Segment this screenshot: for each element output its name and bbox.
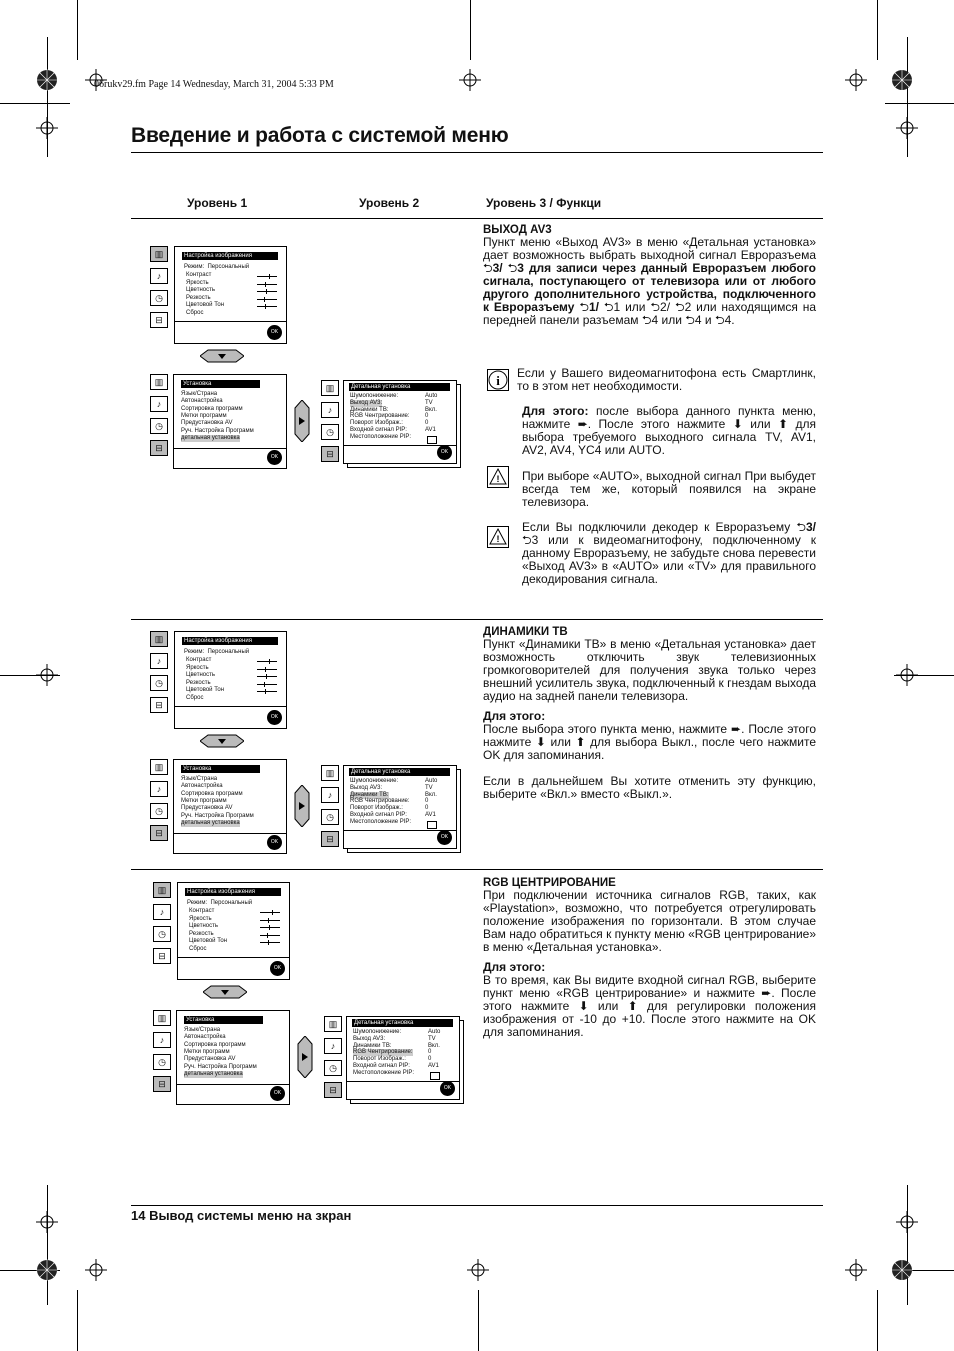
page-footer: 14 Вывод системы меню на зкран [131, 1208, 352, 1223]
menu-item[interactable]: Яркость [189, 915, 212, 922]
picture-menu-panel [177, 882, 290, 980]
menu-item[interactable]: Поворот Изображ.: [350, 805, 403, 812]
menu-title: Установка [184, 1016, 263, 1024]
picture-menu-panel [174, 246, 287, 344]
sound-icon[interactable]: ♪ [321, 787, 339, 803]
menu-slider [257, 684, 277, 685]
menu-item[interactable]: Цветность [186, 672, 215, 679]
menu-value: 0 [425, 413, 429, 420]
menu-value: Вкл. [425, 791, 437, 798]
setup-icon[interactable]: ⊟ [321, 831, 339, 847]
title-rule [131, 152, 823, 153]
timer-icon[interactable]: ◷ [150, 675, 168, 691]
setup-icon[interactable]: ⊟ [150, 440, 168, 456]
sound-icon[interactable]: ♪ [153, 904, 171, 920]
menu-slider [260, 920, 280, 921]
input-icon: ⮌ [685, 313, 695, 327]
svg-text:!: ! [496, 474, 500, 484]
scart-icon: ⮌ [483, 261, 493, 275]
menu-item[interactable]: Руч. Настройка Программ [181, 427, 254, 434]
scart-icon: ⮌ [579, 300, 589, 314]
scart-icon: ⮌ [522, 533, 532, 547]
menu-item[interactable]: RGB Чентрирование: [350, 413, 410, 420]
timer-icon[interactable]: ◷ [153, 1054, 171, 1070]
menu-item[interactable]: Метки программ [181, 412, 227, 419]
picture-icon[interactable]: ▥ [153, 1010, 171, 1026]
sound-icon[interactable]: ♪ [150, 268, 168, 284]
menu-title: Детальная установка [349, 383, 450, 391]
detail-menu-panel [343, 765, 457, 849]
menu-item[interactable]: Резкость [189, 930, 214, 937]
sound-icon[interactable]: ♪ [150, 781, 168, 797]
menu-value: Auto [425, 778, 438, 784]
file-header: 06rukv29.fm Page 14 Wednesday, March 31, 2004 5:33 PM [94, 79, 334, 90]
menu-item[interactable]: RGB Чентрирование: [353, 1049, 413, 1056]
menu-item[interactable]: Предустановка AV [181, 420, 233, 427]
menu-slider [257, 284, 277, 285]
menu-item[interactable]: Контраст [189, 908, 215, 914]
menu-item[interactable]: Сброс [189, 946, 207, 952]
menu-icon-column [321, 380, 338, 468]
down-arrow-icon [200, 349, 244, 363]
right-arrow-icon [297, 1036, 313, 1078]
menu-title: Установка [181, 765, 260, 773]
menu-item[interactable]: детальная установка [181, 434, 240, 441]
menu-slider [257, 676, 277, 677]
menu-item[interactable]: Сортировка программ [181, 790, 243, 797]
menu-item[interactable]: Цветовой Тон [186, 302, 225, 309]
detail-menu-panel [346, 1016, 460, 1100]
menu-item[interactable]: Язык/Страна [184, 1027, 221, 1033]
howto-label: Для этого: [483, 960, 546, 974]
menu-slider [257, 299, 277, 300]
down-arrow-icon [200, 734, 244, 748]
menu-icon-column [150, 374, 167, 462]
menu-value: 0 [425, 420, 429, 427]
menu-item[interactable]: Местоположение PIP: [353, 1069, 415, 1076]
menu-item[interactable]: Контраст [186, 272, 212, 278]
warning-icon [487, 466, 509, 488]
menu-item[interactable]: Шумопонижение: [353, 1029, 402, 1035]
section-paragraph: Пункт «Динамики ТВ» в меню «Детальная установка» дает возможность отключить звук телевизионных громкоговорителей для получения звука только через внешний усилитель звука, подключенный к гнездам выхода аудио на задней панели телевизора. [483, 637, 816, 703]
menu-value: Вкл. [428, 1042, 440, 1049]
menu-mode: Режим: Персональный [184, 264, 250, 270]
menu-slider [260, 942, 280, 943]
ok-button-icon: OK [440, 1081, 455, 1096]
menu-mode: Режим: Персональный [187, 900, 253, 906]
warning-icon [487, 526, 509, 548]
menu-item[interactable]: Сброс [186, 695, 204, 701]
menu-item[interactable]: Сортировка программ [181, 405, 243, 412]
section-rgb [483, 877, 816, 1039]
menu-icon-column [150, 631, 167, 719]
menu-value: 0 [428, 1056, 432, 1063]
menu-item[interactable]: RGB Чентрирование: [350, 798, 410, 805]
menu-item[interactable]: Автонастройка [181, 783, 223, 790]
menu-item[interactable]: Сброс [186, 310, 204, 316]
menu-item[interactable]: Руч. Настройка Программ [181, 812, 254, 819]
menu-slider [260, 927, 280, 928]
ok-button-icon: OK [437, 445, 452, 460]
sound-icon[interactable]: ♪ [150, 396, 168, 412]
menu-value: TV [428, 1035, 436, 1042]
menu-title: Детальная установка [352, 1019, 453, 1027]
ok-button-icon: OK [437, 830, 452, 845]
column-rule [131, 218, 823, 219]
menu-slider [260, 912, 280, 913]
section-title: RGB ЦЕНТРИРОВАНИЕ [483, 877, 616, 889]
menu-item[interactable]: Динамики ТВ: [350, 791, 389, 798]
howto-label: Для этого: [483, 709, 546, 723]
menu-item[interactable]: Цветовой Тон [189, 938, 228, 945]
menu-value: Auto [425, 393, 438, 399]
menu-item[interactable]: Цветность [189, 923, 218, 930]
ok-button-icon: OK [267, 325, 282, 340]
column-level3: Уровень 3 / Функци [486, 196, 602, 210]
setup-icon[interactable]: ⊟ [324, 1082, 342, 1098]
menu-value: AV1 [425, 812, 436, 818]
menu-item[interactable]: Руч. Настройка Программ [184, 1063, 257, 1070]
section-title: ВЫХОД AV3 [483, 224, 552, 236]
section-speakers [483, 626, 816, 801]
menu-value: Auto [428, 1029, 441, 1035]
sound-icon[interactable]: ♪ [324, 1038, 342, 1054]
ok-button-icon: OK [270, 961, 285, 976]
picture-icon[interactable]: ▥ [150, 246, 168, 262]
menu-item[interactable]: Выход AV3: [350, 399, 383, 406]
footer-rule [131, 1205, 823, 1206]
timer-icon[interactable]: ◷ [321, 809, 339, 825]
sound-icon[interactable]: ♪ [321, 402, 339, 418]
menu-item[interactable]: Шумопонижение: [350, 393, 399, 399]
menu-icon-column [150, 246, 167, 334]
menu-title: Установка [181, 380, 260, 388]
menu-item[interactable]: Яркость [186, 664, 209, 671]
menu-item[interactable]: Входной сигнал PIP: [353, 1063, 410, 1069]
timer-icon[interactable]: ◷ [150, 418, 168, 434]
menu-icon-column [150, 759, 167, 847]
menu-icon-column [321, 765, 338, 853]
menu-item[interactable]: Яркость [186, 279, 209, 286]
info-note: Если у Вашего видеомагнитофона есть Смартлинк, то в этом нет необходимости. [517, 366, 816, 393]
picture-icon[interactable]: ▥ [321, 765, 339, 781]
menu-item[interactable]: детальная установка [184, 1070, 243, 1077]
menu-title: Детальная установка [349, 768, 450, 776]
menu-slider [257, 691, 277, 692]
menu-item[interactable]: Выход AV3: [350, 784, 383, 791]
menu-item[interactable]: Предустановка AV [181, 805, 233, 812]
ok-button-icon: OK [267, 450, 282, 465]
menu-item[interactable]: Местоположение PIP: [350, 433, 412, 440]
input-icon: ⮌ [641, 313, 652, 327]
menu-item[interactable]: Сортировка программ [184, 1041, 246, 1048]
scart-icon: ⮌ [674, 300, 685, 314]
column-level2: Уровень 2 [359, 196, 420, 210]
menu-icon-column [153, 882, 170, 970]
warning-note-2: Если Вы подключили декодер к Евроразъему ⮌3/ ⮌3 или к видеомагнитофону, подключенному к данному Евроразъему, не забудьте снова перевести «Выход AV3» в «AUTO» или «TV» для правильного декодирования сигнала. [522, 520, 816, 586]
menu-value: 0 [425, 798, 429, 805]
picture-icon[interactable]: ▥ [153, 882, 171, 898]
menu-item[interactable]: Метки программ [184, 1048, 230, 1055]
timer-icon[interactable]: ◷ [150, 803, 168, 819]
timer-icon[interactable]: ◷ [321, 424, 339, 440]
menu-item[interactable]: Контраст [186, 657, 212, 663]
setup-icon[interactable]: ⊟ [153, 1076, 171, 1092]
setup-menu-panel [176, 1010, 290, 1105]
picture-icon[interactable]: ▥ [150, 759, 168, 775]
menu-value: TV [425, 399, 433, 406]
menu-value: Вкл. [425, 406, 437, 413]
menu-item[interactable]: Выход AV3: [353, 1035, 386, 1042]
timer-icon[interactable]: ◷ [150, 290, 168, 306]
setup-icon[interactable]: ⊟ [321, 446, 339, 462]
svg-text:!: ! [496, 534, 500, 544]
down-arrow-icon [203, 985, 247, 999]
detail-menu-panel [343, 380, 457, 464]
howto-text: В то время, как Вы видите входной сигнал RGB, выберите пункт меню «RGB центрирование» и нажмите ➨. После этого нажмите ⬇ или ⬆ для регулировки положения изображения от -10 до +10. После этого нажмите на OK для запоминания. [483, 973, 816, 1039]
menu-value: 0 [428, 1049, 432, 1056]
sound-icon[interactable]: ♪ [153, 1032, 171, 1048]
right-arrow-icon [294, 785, 310, 827]
svg-text:i: i [496, 373, 500, 388]
menu-item[interactable]: Цветовой Тон [186, 687, 225, 694]
menu-title: Настройка изображения [185, 888, 281, 896]
picture-menu-panel [174, 631, 287, 729]
section-paragraph: Пункт меню «Выход AV3» в меню «Детальная установка» дает возможность выбрать выходной сигнал Евроразъема ⮌3/ ⮌3 для записи через данный Евроразъем любого сигнала, поступающего от телевизора или от любого другого дополнительного устройства, подключенного к Евроразъему ⮌1/ ⮌1 или ⮌2/ ⮌2 или находящимся на передней панели разъемам ⮌4 или ⮌4 и ⮌4. [483, 235, 817, 327]
setup-menu-panel [173, 759, 287, 854]
sound-icon[interactable]: ♪ [150, 653, 168, 669]
menu-value: AV1 [428, 1063, 439, 1069]
section-rule-1 [131, 619, 823, 620]
menu-title: Настройка изображения [182, 252, 278, 260]
section-paragraph: При подключении источника сигналов RGB, таких, как «Playstation», возможно, что потребуется отрегулировать положение изображения по горизонтали. В этом случае Вам надо обратиться к пункту меню «RGB центрирование» в меню «Детальная установка». [483, 888, 816, 954]
section-paragraph-2: Если в дальнейшем Вы хотите отменить эту функцию, выберите «Вкл.» вместо «Выкл.». [483, 774, 816, 801]
input-icon: ⮌ [714, 313, 725, 327]
menu-value: TV [425, 784, 433, 791]
ok-button-icon: OK [267, 710, 282, 725]
section-av3 [483, 224, 816, 327]
menu-item[interactable]: Динамики ТВ: [353, 1042, 392, 1049]
menu-item[interactable]: Резкость [186, 294, 211, 301]
menu-item[interactable]: Шумопонижение: [350, 778, 399, 784]
warning-note-1: При выборе «AUTO», выходной сигнал При выбудет всегда тем же, который появился на экране телевизора. [522, 469, 816, 509]
section-rule-2 [131, 869, 823, 870]
setup-icon[interactable]: ⊟ [153, 948, 171, 964]
menu-slider [257, 669, 277, 670]
menu-item[interactable]: Поворот Изображ.: [350, 420, 403, 427]
ok-button-icon: OK [267, 835, 282, 850]
page-title: Введение и работа с системой меню [131, 124, 509, 147]
menu-value: 0 [425, 805, 429, 812]
menu-item[interactable]: Динамики ТВ: [350, 406, 389, 413]
menu-item[interactable]: Автонастройка [181, 398, 223, 405]
menu-mode: Режим: Персональный [184, 649, 250, 655]
menu-slider [257, 276, 277, 277]
picture-icon[interactable]: ▥ [150, 374, 168, 390]
menu-item[interactable]: Входной сигнал PIP: [350, 812, 407, 818]
menu-slider [257, 661, 277, 662]
menu-icon-column [324, 1016, 341, 1104]
scart-icon: ⮌ [650, 300, 661, 314]
menu-title: Настройка изображения [182, 637, 278, 645]
pip-position-icon [427, 436, 437, 444]
menu-item[interactable]: Предустановка AV [184, 1056, 236, 1063]
menu-item[interactable]: Резкость [186, 679, 211, 686]
setup-icon[interactable]: ⊟ [150, 825, 168, 841]
section-title: ДИНАМИКИ ТВ [483, 626, 568, 638]
scart-icon: ⮌ [507, 261, 518, 275]
pip-position-icon [430, 1072, 440, 1080]
menu-icon-column [153, 1010, 170, 1098]
timer-icon[interactable]: ◷ [153, 926, 171, 942]
menu-slider [260, 935, 280, 936]
menu-item[interactable]: Входной сигнал PIP: [350, 427, 407, 433]
picture-icon[interactable]: ▥ [324, 1016, 342, 1032]
setup-icon[interactable]: ⊟ [150, 312, 168, 328]
menu-item[interactable]: Поворот Изображ.: [353, 1056, 406, 1063]
scart-icon: ⮌ [796, 520, 806, 534]
menu-item[interactable]: Язык/Страна [181, 391, 218, 397]
howto-text: После выбора этого пункта меню, нажмите ➨. После этого нажмите ⬇ или ⬆ для выбора Выкл., после чего нажмите OK для запоминания. [483, 722, 816, 762]
setup-menu-panel [173, 374, 287, 469]
howto-av3: Для этого: после выбора данного пункта меню, нажмите ➨. После этого нажмите ⬇ или ⬆ для выбора требуемого выходного сигнала TV, AV1, AV2, AV4, YC4 или AUTO. [522, 404, 816, 457]
menu-item[interactable]: Автонастройка [184, 1034, 226, 1041]
picture-icon[interactable]: ▥ [321, 380, 339, 396]
menu-item[interactable]: детальная установка [181, 819, 240, 826]
menu-slider [257, 306, 277, 307]
pip-position-icon [427, 821, 437, 829]
menu-item[interactable]: Местоположение PIP: [350, 818, 412, 825]
menu-item[interactable]: Метки программ [181, 797, 227, 804]
picture-icon[interactable]: ▥ [150, 631, 168, 647]
timer-icon[interactable]: ◷ [324, 1060, 342, 1076]
setup-icon[interactable]: ⊟ [150, 697, 168, 713]
menu-item[interactable]: Цветность [186, 287, 215, 294]
ok-button-icon: OK [270, 1086, 285, 1101]
menu-item[interactable]: Язык/Страна [181, 776, 218, 782]
column-level1: Уровень 1 [187, 196, 248, 210]
info-icon [487, 369, 509, 391]
scart-icon: ⮌ [603, 300, 614, 314]
right-arrow-icon [294, 400, 310, 442]
menu-slider [257, 291, 277, 292]
menu-value: AV1 [425, 427, 436, 433]
